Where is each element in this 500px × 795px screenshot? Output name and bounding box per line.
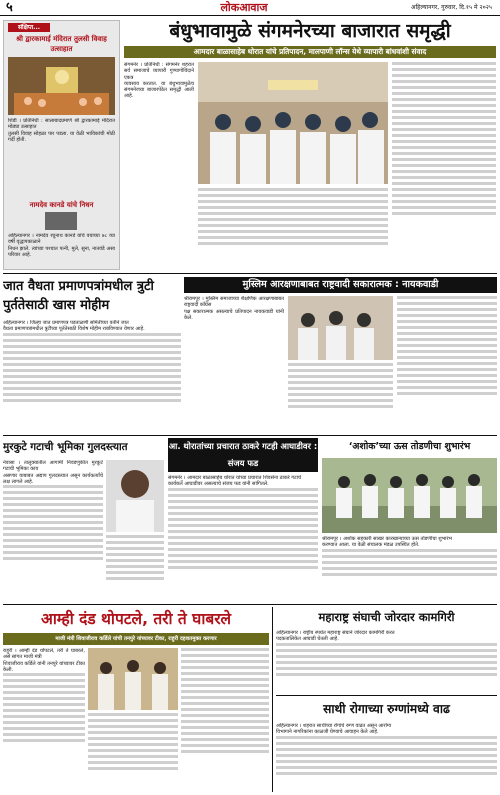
- story5-headline: आ. थोरातांच्या प्रचारात ठाकरे गटही आघाडीवर : संजय फड: [168, 438, 318, 472]
- lead-body-col2: [198, 188, 388, 270]
- story6-headline: ‘अशोक’च्या ऊस तोडणीचा शुभारंभ: [348, 441, 471, 452]
- story6-photo: [322, 458, 497, 533]
- section-divider: [3, 435, 497, 436]
- story2-line: वैधता प्रमाणपत्रांमधील त्रुटींच्या पूर्ततेसाठी विशेष मोहीम राबविण्यात येणार आहे.: [3, 326, 145, 333]
- section-divider: [276, 695, 497, 696]
- story3-body-col2: [288, 363, 393, 432]
- section-divider: [3, 273, 497, 274]
- story6-line: श्रीरामपूर । अशोक सहकारी साखर कारखान्याच्या ऊस तोडणीचा शुभारंभ: [322, 536, 453, 542]
- story4-body: [3, 460, 103, 602]
- page-number: ५: [6, 0, 13, 15]
- story9-line: अहिल्यानगर । शहरात साथीच्या रोगांचे रुग्ण वाढत असून आरोग्य: [276, 723, 392, 729]
- story3-body-col1: [184, 296, 284, 432]
- obituary-photo: [45, 212, 77, 230]
- story7-body-col3: [181, 648, 269, 792]
- brief-body: [8, 118, 115, 198]
- story6-body: [322, 536, 497, 602]
- story4-photo: [106, 460, 164, 532]
- story7-line: राहुरी । आम्ही दंड थोपटले, तरी ते घाबरले, असे सांगत माजी मंत्री: [3, 648, 85, 661]
- story9-line: विभागाने नागरिकांना काळजी घेण्याचे आवाहन केले आहे.: [276, 729, 379, 736]
- story5-line: कार्यकर्ते आघाडीवर असल्याचे संजय फड यांनी सांगितले.: [168, 481, 269, 488]
- obituary-headline: नामदेव कानडे यांचे निधन: [29, 201, 94, 209]
- story6-line: करण्यात आला. या वेळी संचालक मंडळ उपस्थित होते.: [322, 542, 420, 549]
- brief-line: शिर्डी । प्रतिनिधी : सालाबादप्रमाणे श्री द्वारकामाई मंदिरात मोठ्या उत्साहात: [8, 118, 115, 131]
- story4-line: असणार याबाबत अद्याप गुलदस्त्यात असून कार्यकर्त्यांचे लक्ष लागले आहे.: [3, 472, 103, 485]
- column-divider: [272, 607, 273, 792]
- lead-body-col3: [392, 62, 496, 270]
- story4-headline: मुरकुटे गटाची भूमिका गुलदस्त्यात: [3, 441, 128, 453]
- issue-date: अहिल्यानगर, गुरुवार, दि.१५ मे २०२५: [411, 4, 492, 11]
- story2-headline: जात वैधता प्रमाणपत्रांमधील त्रुटी पुर्ततेसाठी खास मोहीम: [3, 279, 154, 313]
- story7-headline: आम्ही दंड थोपटले, तरी ते घाबरले: [40, 610, 232, 628]
- brief-headline: श्री द्वारकामाई मंदिरात तुलसी विवाह उत्साहात: [16, 35, 107, 53]
- story7-body-col1: [3, 648, 85, 792]
- story2-line: अहिल्यानगर । जिल्हा जात प्रमाणपत्र पडताळणी समितीच्या वतीने जात: [3, 320, 129, 326]
- story9-headline: साथी रोगाच्या रुग्णांमध्ये वाढ: [323, 702, 450, 716]
- story8-body: [276, 630, 497, 692]
- story7-line: शिवाजीराव कर्डिले यांनी तनपुरे यांच्यावर टीका केली.: [3, 660, 85, 673]
- lead-line: संगमनेर । प्रतिनिधी : संगमनेर शहरात सर्व समाजाचे व्यापारी गुण्यागोविंदाने एकत्र: [124, 62, 194, 81]
- story8-line: अहिल्यानगर । राष्ट्रीय स्पर्धेत महाराष्ट्र संघाने जोरदार कामगिरी करत: [276, 630, 395, 636]
- story3-photo: [288, 296, 393, 360]
- section-divider: [3, 604, 497, 605]
- story8-line: पदकतालिकेत आघाडी घेतली आहे.: [276, 636, 339, 643]
- obituary-line: निधन झाले. त्यांच्या पश्चात पत्नी, मुले, सुना, नातवंडे असा परिवार आहे.: [8, 245, 115, 258]
- story5-line: संगमनेर । आमदार बाळासाहेब थोरात यांच्या प्रचारात शिवसेना ठाकरे गटाचे: [168, 475, 302, 481]
- story3-line: पक्ष सकारात्मक असल्याचे प्रतिपादन नायकवाडी यांनी केले.: [184, 308, 284, 321]
- story7-photo: [88, 648, 178, 710]
- lead-headline: बंधुभावामुळे संगमनेरच्या बाजारात समृद्धी: [169, 20, 451, 42]
- story3-body-col3: [397, 296, 497, 432]
- obituary-body: [8, 233, 115, 267]
- newspaper-logo: लोकआवाज: [220, 1, 268, 14]
- brief-tag: संक्षिप्त...: [8, 23, 50, 32]
- story7-subhead: माजी मंत्री शिवाजीराव कर्डिले यांची तनपुरे यांच्यावर टीका, राहुरी दहशतमुक्त करणार: [3, 633, 269, 645]
- story9-body: [276, 723, 497, 792]
- lead-line: व्यवसाय करतात. या बंधुभावामुळेच संगमनेरच्या बाजारपेठेत समृद्धी आली आहे.: [124, 80, 194, 100]
- story7-body-col2: [88, 713, 178, 792]
- story5-body: [168, 475, 318, 602]
- story4-line: नेवासा । तालुक्यातील आगामी निवडणुकीत मुरकुटे गटाची भूमिका काय: [3, 460, 103, 473]
- lead-body-col1: [124, 62, 194, 270]
- story8-headline: महाराष्ट्र संघाची जोरदार कामगिरी: [318, 610, 455, 624]
- masthead: [0, 0, 500, 16]
- story4-body-col2: [106, 535, 164, 602]
- story2-body: [3, 320, 181, 432]
- story3-headline: मुस्लिम आरक्षणाबाबत राष्ट्रवादी सकारात्मक : नायकवाडी: [184, 277, 497, 293]
- temple-photo: [8, 57, 115, 115]
- story3-line: श्रीरामपूर । मुस्लिम समाजाच्या शैक्षणिक आरक्षणाबाबत राष्ट्रवादी काँग्रेस: [184, 296, 284, 309]
- brief-line: तुलसी विवाह सोहळा पार पडला. या वेळी भाविकांची मोठी गर्दी होती.: [8, 130, 115, 143]
- lead-subhead: आमदार बाळासाहेब थोरात यांचे प्रतिपादन, मालपाणी लॉन्स येथे व्यापारी बांधवांशी संवाद: [124, 46, 496, 58]
- obituary-line: अहिल्यानगर । नामदेव रघुनाथ कानडे यांचे वयाच्या ७८ व्या वर्षी वृद्धापकाळाने: [8, 233, 115, 246]
- lead-photo: [198, 62, 388, 184]
